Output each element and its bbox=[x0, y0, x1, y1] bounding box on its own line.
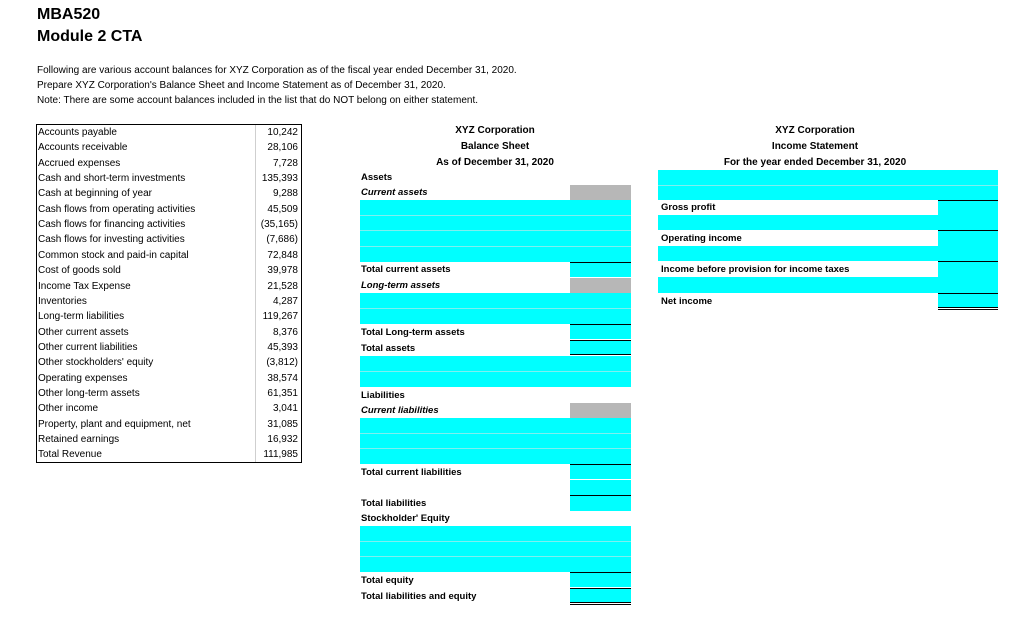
bs-date: As of December 31, 2020 bbox=[436, 157, 554, 168]
bs-long-term-assets-heading: Long-term assets bbox=[361, 280, 441, 291]
sum-line bbox=[938, 230, 998, 231]
sum-line bbox=[938, 200, 998, 201]
account-name: Cash at beginning of year bbox=[38, 188, 152, 200]
account-name: Cost of goods sold bbox=[38, 265, 121, 277]
account-name: Operating expenses bbox=[38, 372, 128, 384]
bs-total-liabilities-equity: Total liabilities and equity bbox=[361, 591, 477, 602]
sum-line bbox=[570, 495, 631, 496]
account-row bbox=[37, 202, 301, 218]
is-net-income: Net income bbox=[661, 296, 713, 307]
account-row bbox=[37, 371, 301, 387]
bs-total-current-assets: Total current assets bbox=[361, 264, 451, 275]
account-row bbox=[37, 279, 301, 295]
page-title: MBA520 bbox=[37, 6, 101, 23]
row-line bbox=[360, 448, 631, 449]
account-row bbox=[37, 125, 301, 141]
account-value: 61,351 bbox=[267, 387, 298, 399]
is-gross-profit: Gross profit bbox=[661, 202, 716, 213]
account-name: Other current liabilities bbox=[38, 341, 138, 353]
is-period: For the year ended December 31, 2020 bbox=[723, 157, 907, 168]
sum-line bbox=[938, 293, 998, 294]
account-row bbox=[37, 447, 301, 463]
bs-total-liabilities-input[interactable] bbox=[570, 496, 631, 511]
sum-line bbox=[570, 262, 631, 263]
account-name: Cash flows for investing activities bbox=[38, 234, 185, 246]
is-income-before-tax: Income before provision for income taxes bbox=[661, 264, 850, 275]
account-value: 7,728 bbox=[272, 157, 298, 169]
account-name: Retained earnings bbox=[38, 434, 120, 445]
account-row bbox=[37, 294, 301, 310]
row-line bbox=[360, 371, 631, 372]
row-line bbox=[360, 230, 631, 231]
account-name: Common stock and paid-in capital bbox=[38, 249, 189, 261]
account-row bbox=[37, 355, 301, 371]
account-value: 4,287 bbox=[272, 295, 298, 307]
sum-line bbox=[570, 572, 631, 573]
account-value: 119,267 bbox=[262, 311, 298, 323]
bs-total-assets: Total assets bbox=[361, 343, 416, 354]
sum-line bbox=[570, 340, 631, 341]
account-value: (35,165) bbox=[260, 219, 298, 231]
is-company: XYZ Corporation bbox=[775, 125, 855, 136]
account-name: Other stockholders' equity bbox=[38, 357, 154, 369]
account-name: Cash and short-term investments bbox=[38, 173, 186, 185]
bs-current-liabilities-input[interactable] bbox=[360, 418, 631, 464]
bs-title: Balance Sheet bbox=[460, 141, 530, 152]
account-row bbox=[37, 401, 301, 417]
account-value: 31,085 bbox=[267, 418, 298, 430]
account-row bbox=[37, 248, 301, 264]
bs-total-current-liabilities: Total current liabilities bbox=[361, 467, 462, 478]
account-balances-table bbox=[36, 124, 302, 463]
account-value: 10,242 bbox=[267, 127, 298, 138]
is-tax-input[interactable] bbox=[658, 277, 998, 293]
row-line bbox=[360, 246, 631, 247]
is-net-income-input[interactable] bbox=[938, 293, 998, 308]
bs-shaded-cell bbox=[570, 403, 631, 418]
account-row bbox=[37, 386, 301, 402]
row-line bbox=[360, 215, 631, 216]
instruction-line-3: Note: There are some account balances included in the list that do NOT belong on either statement. bbox=[37, 95, 479, 106]
bs-shaded-cell bbox=[570, 185, 631, 200]
bs-equity-input[interactable] bbox=[360, 526, 631, 572]
row-line bbox=[360, 556, 631, 557]
account-value: 135,393 bbox=[261, 173, 298, 185]
sum-line bbox=[570, 464, 631, 465]
double-underline bbox=[570, 602, 631, 603]
account-row bbox=[37, 432, 301, 448]
account-name: Accrued expenses bbox=[38, 157, 121, 169]
is-income-before-tax-input[interactable] bbox=[938, 262, 998, 277]
account-value: 111,985 bbox=[263, 449, 298, 461]
account-row bbox=[37, 309, 301, 325]
account-value: 3,041 bbox=[272, 403, 298, 415]
row-line bbox=[360, 541, 631, 542]
account-value: 16,932 bbox=[267, 434, 298, 445]
bs-current-assets-heading: Current assets bbox=[361, 187, 428, 198]
bs-current-liabilities-heading: Current liabilities bbox=[361, 405, 439, 416]
account-row bbox=[37, 140, 301, 156]
bs-total-equity-input[interactable] bbox=[570, 572, 631, 587]
account-name: Total Revenue bbox=[38, 449, 102, 461]
account-row bbox=[37, 232, 301, 248]
account-value: 45,393 bbox=[267, 341, 298, 353]
account-name: Accounts payable bbox=[38, 127, 117, 138]
account-name: Accounts receivable bbox=[38, 142, 128, 154]
double-underline bbox=[938, 309, 998, 310]
row-line bbox=[360, 433, 631, 434]
sum-line bbox=[938, 261, 998, 262]
bs-current-assets-input[interactable] bbox=[360, 200, 631, 262]
bs-company: XYZ Corporation bbox=[455, 125, 535, 136]
bs-total-assets-input[interactable] bbox=[570, 340, 631, 355]
account-row bbox=[37, 171, 301, 187]
bs-shaded-cell bbox=[570, 278, 631, 293]
account-value: (7,686) bbox=[266, 234, 298, 246]
account-name: Inventories bbox=[38, 295, 87, 307]
account-value: 45,509 bbox=[267, 203, 298, 215]
double-underline bbox=[938, 307, 998, 308]
row-line bbox=[658, 185, 998, 186]
is-gross-profit-input[interactable] bbox=[938, 200, 998, 215]
sum-line bbox=[570, 588, 631, 589]
account-row bbox=[37, 217, 301, 233]
account-row bbox=[37, 417, 301, 433]
account-name: Long-term liabilities bbox=[38, 311, 125, 323]
account-name: Other long-term assets bbox=[38, 387, 140, 399]
account-value: 28,106 bbox=[267, 142, 298, 154]
account-row bbox=[37, 186, 301, 202]
is-operating-income: Operating income bbox=[661, 233, 742, 244]
double-underline bbox=[570, 604, 631, 605]
double-underline bbox=[570, 354, 631, 355]
is-operating-income-input[interactable] bbox=[938, 231, 998, 246]
account-name: Cash flows for financing activities bbox=[38, 219, 186, 231]
account-name: Other current assets bbox=[38, 326, 129, 338]
instruction-line-2: Prepare XYZ Corporation's Balance Sheet and Income Statement as of December 31, 2020. bbox=[37, 80, 446, 91]
bs-long-term-liabilities-input[interactable] bbox=[570, 480, 631, 495]
account-row bbox=[37, 156, 301, 172]
account-value: 8,376 bbox=[272, 326, 298, 338]
page-subtitle: Module 2 CTA bbox=[37, 28, 143, 45]
bs-total-liabilities-equity-input[interactable] bbox=[570, 588, 631, 603]
account-row bbox=[37, 340, 301, 356]
is-other-income-input[interactable] bbox=[658, 246, 998, 261]
bs-total-liabilities: Total liabilities bbox=[361, 498, 427, 509]
account-value: (3,812) bbox=[266, 357, 298, 369]
row-line bbox=[360, 308, 631, 309]
bs-liabilities-heading: Liabilities bbox=[361, 390, 405, 401]
account-value: 72,848 bbox=[267, 249, 298, 261]
account-name: Property, plant and equipment, net bbox=[38, 418, 191, 430]
bs-assets-heading: Assets bbox=[361, 172, 393, 183]
bs-total-long-term-assets-input[interactable] bbox=[570, 324, 631, 339]
account-value: 38,574 bbox=[267, 372, 298, 384]
bs-total-long-term-assets: Total Long-term assets bbox=[361, 327, 465, 338]
account-name: Other income bbox=[38, 403, 99, 415]
account-name: Income Tax Expense bbox=[38, 280, 131, 292]
instruction-line-1: Following are various account balances for XYZ Corporation as of the fiscal year ended December 31, 2020. bbox=[37, 65, 517, 76]
bs-total-current-liabilities-input[interactable] bbox=[570, 464, 631, 479]
is-title: Income Statement bbox=[771, 141, 859, 152]
account-value: 9,288 bbox=[272, 188, 298, 200]
bs-stockholders-equity-heading: Stockholder' Equity bbox=[361, 513, 450, 524]
account-value: 39,978 bbox=[267, 265, 298, 277]
account-row bbox=[37, 325, 301, 341]
is-operating-expenses-input[interactable] bbox=[658, 215, 998, 230]
sum-line bbox=[570, 324, 631, 325]
bs-total-current-assets-input[interactable] bbox=[570, 262, 631, 277]
account-value: 21,528 bbox=[267, 280, 298, 292]
bs-total-equity: Total equity bbox=[361, 575, 414, 586]
account-row bbox=[37, 263, 301, 279]
account-name: Cash flows from operating activities bbox=[38, 203, 196, 215]
